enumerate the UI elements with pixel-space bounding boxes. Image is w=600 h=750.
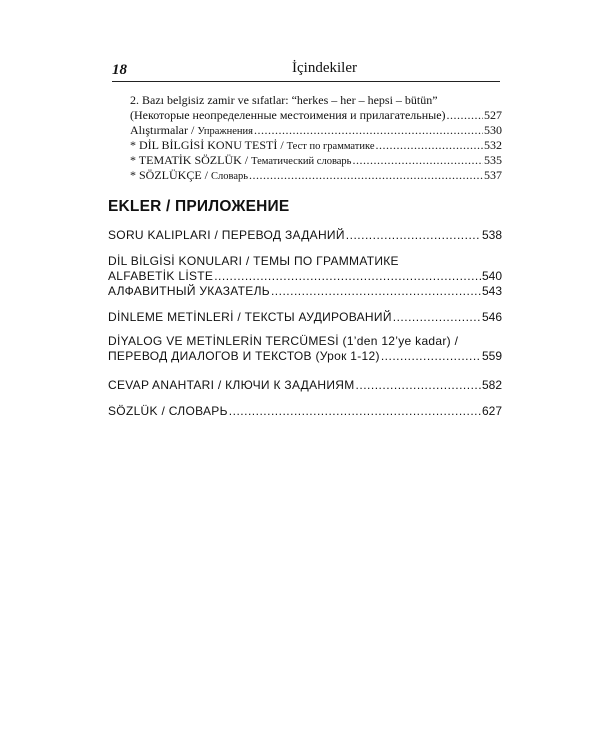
toc-entry-sozlukce: * SÖZLÜKÇE / Словарь ..... 537	[130, 168, 502, 184]
toc-entry-heading: DİL BİLGİSİ KONULARI / ТЕМЫ ПО ГРАММАТИКЕ	[108, 254, 399, 268]
leader-dots	[214, 269, 481, 284]
toc-entry-tematik-sozluk: * TEMATİK SÖZLÜK / Тематический словарь ..... 535	[130, 153, 502, 169]
toc-entry-translation: Тест по грамматике	[286, 141, 375, 152]
toc-entry-title: * TEMATİK SÖZLÜK	[130, 153, 242, 167]
toc-entry-title: 2. Bazı belgisiz zamir ve sıfatlar: “herkes – her – hepsi – bütün”	[130, 93, 438, 107]
toc-entry-translation: Словарь	[211, 171, 249, 182]
toc-entry-dil-bilgisi-konulari	[108, 254, 502, 284]
toc-page-number: 537	[484, 168, 502, 182]
leader-dots	[254, 123, 483, 138]
toc-entry-translation: Упражнения	[197, 126, 253, 137]
toc-page-number: 532	[484, 138, 502, 152]
toc-entry-title: SÖZLÜK / СЛОВАРЬ	[108, 404, 228, 418]
page-header	[112, 60, 500, 82]
toc-entry-belgisiz-zamir	[130, 93, 502, 123]
toc-entry-sozluk	[108, 404, 502, 419]
leader-dots	[229, 404, 481, 419]
toc-page-number: 538	[481, 228, 502, 242]
leader-dots	[376, 138, 483, 153]
toc-entry-title: SORU KALIPLARI / ПЕРЕВОД ЗАДАНИЙ	[108, 228, 345, 242]
toc-page-number: 530	[484, 123, 502, 137]
toc-entry-alfavitnyi-ukazatel	[108, 284, 502, 299]
running-title: İçindekiler	[292, 60, 357, 76]
toc-entry-title: CEVAP ANAHTARI / КЛЮЧИ К ЗАДАНИЯМ	[108, 378, 355, 392]
leader-dots	[352, 153, 483, 168]
leader-dots	[393, 310, 481, 325]
toc-entry-translation: Тематический словарь	[251, 156, 352, 167]
leader-dots	[271, 284, 481, 299]
toc-page-number: 540	[481, 269, 502, 283]
toc-page-number: 582	[481, 378, 502, 392]
toc-entry-dil-bilgisi-testi: * DİL BİLGİSİ KONU TESTİ / Тест по грамматике ..... 532	[130, 138, 502, 154]
leader-dots	[381, 349, 481, 364]
toc-entry-title: Alıştırmalar	[130, 123, 188, 137]
toc-entry-alistirmalar: Alıştırmalar / Упражнения ..... 530	[130, 123, 502, 139]
toc-entry-title: ALFABETİK LİSTE	[108, 269, 214, 283]
toc-entry-heading: DİYALOG VE METİNLERİN TERCÜMESİ (1’den 12’ye kadar) /	[108, 334, 459, 348]
toc-entry-subtitle: (Некоторые неопределенные местоимения и прилагательные)	[130, 108, 446, 122]
toc-page-number: 559	[481, 349, 502, 363]
toc-entry-title: DİNLEME METİNLERİ / ТЕКСТЫ АУДИРОВАНИЙ	[108, 310, 392, 324]
section-heading: EKLER / ПРИЛОЖЕНИЕ	[108, 198, 290, 215]
toc-entry-cevap-anahtari	[108, 378, 502, 393]
toc-entry-title: * DİL BİLGİSİ KONU TESTİ	[130, 138, 278, 152]
header-rule	[112, 81, 500, 82]
toc-entry-title: * SÖZLÜKÇE	[130, 168, 202, 182]
toc-page-number: 627	[481, 404, 502, 418]
toc-page-number: 527	[484, 108, 502, 122]
leader-dots	[346, 228, 481, 243]
toc-entry-line	[130, 108, 502, 123]
toc-page-number: 535	[484, 153, 502, 167]
leader-dots	[447, 108, 483, 123]
page-number: 18	[112, 62, 127, 78]
toc-entry-diyalog-tercumesi	[108, 334, 502, 364]
toc-entry-title: ПЕРЕВОД ДИАЛОГОВ И ТЕКСТОВ (Урок 1-12)	[108, 349, 380, 363]
leader-dots	[356, 378, 481, 393]
toc-page-number: 546	[481, 310, 502, 324]
toc-page-number: 543	[481, 284, 502, 298]
toc-entry-soru-kaliplari	[108, 228, 502, 243]
leader-dots	[249, 168, 483, 183]
toc-entry-dinleme-metinleri	[108, 310, 502, 325]
toc-entry-title: АЛФАВИТНЫЙ УКАЗАТЕЛЬ	[108, 284, 270, 298]
